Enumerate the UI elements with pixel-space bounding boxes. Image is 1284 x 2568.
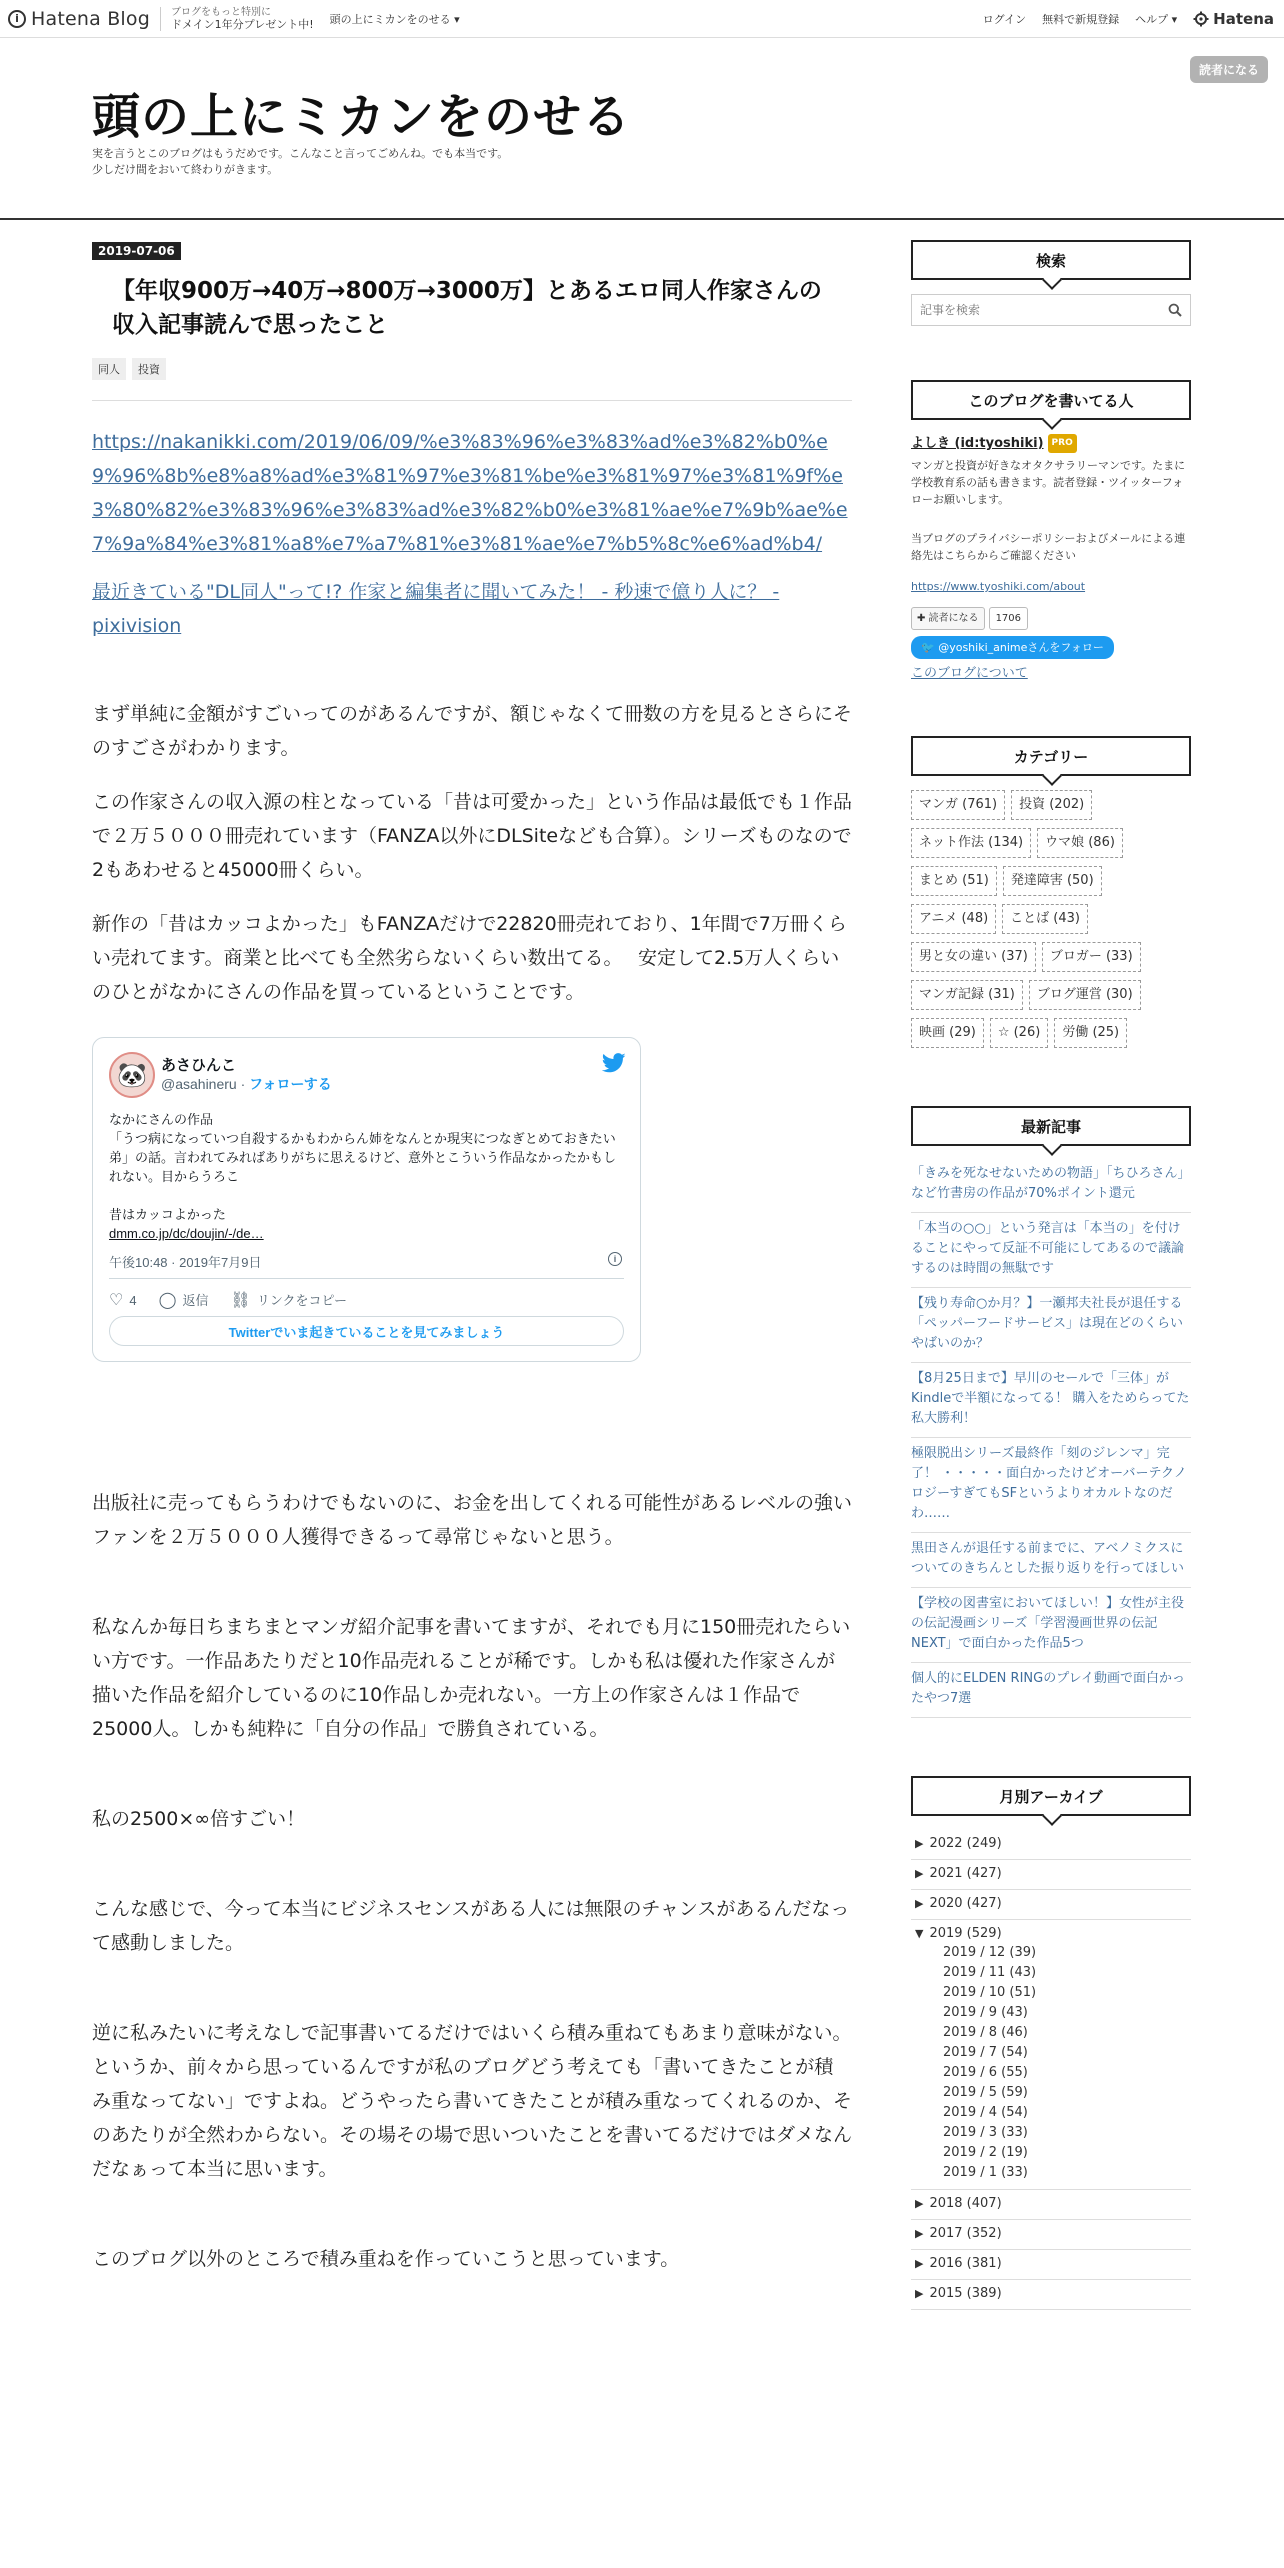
archive-year[interactable] xyxy=(911,2250,1191,2280)
recent-entry-link[interactable]: 極限脱出シリーズ最終作「刻のジレンマ」完了！ ・・・・・面白かったけどオーバーテクノロジーすぎてもSFというよりオカルトなのだわ…… xyxy=(911,1438,1191,1533)
bird-small-icon: 🐦 xyxy=(921,641,939,654)
hatena-label: Hatena xyxy=(1213,10,1274,28)
blog-description-line1: 実を言うとこのブログはもうだめです。こんなこと言ってごめんね。でも本当です。 xyxy=(92,147,509,160)
category-item[interactable]: ネット作法 (134) xyxy=(911,828,1031,858)
archive-months xyxy=(911,1943,1191,2190)
blog-description xyxy=(92,146,508,178)
archive-month-link[interactable]: 2019 / 10 (51) xyxy=(943,1985,1037,2000)
entry-date[interactable]: 2019-07-06 xyxy=(92,242,181,260)
twitter-bird-icon[interactable] xyxy=(602,1052,626,1074)
category-item[interactable]: ブロガー (33) xyxy=(1042,942,1141,972)
tweet-dot: · xyxy=(236,1076,250,1092)
privacy-policy-text: 当ブログのプライバシーポリシーおよびメールによる連絡先はこちらからご確認ください xyxy=(911,532,1186,562)
like-count: 4 xyxy=(129,1293,137,1308)
paragraph-1: まず単純に金額がすごいってのがあるんですが、額じゃなくて冊数の方を見るとさらにそのすごさがわかります。 xyxy=(92,703,853,759)
archive-month-link[interactable]: 2019 / 7 (54) xyxy=(943,2045,1028,2060)
blog-menu[interactable]: 頭の上にミカンをのせる ▾ xyxy=(329,12,460,26)
tweet-actions xyxy=(109,1290,347,1310)
archive-month-link[interactable]: 2019 / 9 (43) xyxy=(943,2005,1028,2020)
search-input[interactable] xyxy=(912,295,1190,325)
tweet-body xyxy=(109,1110,624,1243)
category-item[interactable]: マンガ (761) xyxy=(911,790,1005,820)
author-module xyxy=(911,380,1191,682)
reply-icon: ◯ xyxy=(158,1292,177,1309)
category-item[interactable]: マンガ記録 (31) xyxy=(911,980,1023,1010)
global-nav xyxy=(983,0,1274,38)
search-title: 検索 xyxy=(911,240,1191,280)
twitter-follow-label: @yoshiki_animeさんをフォロー xyxy=(938,641,1104,654)
archive-month-link[interactable]: 2019 / 3 (33) xyxy=(943,2125,1028,2140)
pro-badge: PRO xyxy=(1048,434,1077,453)
archive-year-label: 2017 (352) xyxy=(929,2226,1002,2241)
archive-year[interactable] xyxy=(911,2280,1191,2310)
expand-triangle-icon: ▶ xyxy=(915,2257,924,2270)
tweet-text: なかにさんの作品 「うつ病になっていつ自殺するかもわからん姉をなんとか現実につなぎとめておきたい弟」の話。言われてみればありがちに思えるけど、意外とこういう作品なかったかもしれない。目からうろこ 昔はカッコよかった xyxy=(109,1112,617,1222)
archive-month-link[interactable]: 2019 / 11 (43) xyxy=(943,1965,1037,1980)
global-header xyxy=(0,0,1284,38)
expand-triangle-icon: ▶ xyxy=(915,2227,924,2240)
expand-triangle-icon: ▶ xyxy=(915,1867,924,1880)
heart-icon: ♡ xyxy=(109,1292,124,1309)
archive-month-link[interactable]: 2019 / 1 (33) xyxy=(943,2165,1028,2180)
domain-promo[interactable] xyxy=(160,7,314,31)
copy-link-label: リンクをコピー xyxy=(256,1293,348,1308)
paragraph-4: 出版社に売ってもらうわけでもないのに、お金を出してくれる可能性があるレベルの強いファンを２万５０００人獲得できるって尋常じゃないと思う。 xyxy=(92,1492,853,1548)
archive-month-link[interactable]: 2019 / 12 (39) xyxy=(943,1945,1037,1960)
embedded-tweet[interactable] xyxy=(92,1037,641,1362)
twitter-follow-button[interactable] xyxy=(911,636,1114,659)
category-title: カテゴリー xyxy=(911,736,1191,776)
category-item[interactable]: 映画 (29) xyxy=(911,1018,984,1048)
reply-label: 返信 xyxy=(182,1293,209,1308)
twitter-cta-button[interactable]: Twitterでいま起きていることを見てみましょう xyxy=(109,1316,624,1346)
subscribe-row xyxy=(911,607,1191,630)
category-item[interactable]: 男と女の違い (37) xyxy=(911,942,1036,972)
tweet-handle-row xyxy=(161,1074,332,1094)
paragraph-8b: というか、前々から思っているんですが私のブログどう考えても「書いてきたことが積み重なってない」ですよね。どうやったら書いてきたことが積み重なってくれるのか、そのあたりが全然わからない。その場その場で思いついたことを書いてるだけではダメなんだなぁって本当に思います。 xyxy=(92,2056,853,2180)
recent-entry-link[interactable]: 【残り寿命○か月？】一瀬邦夫社長が退任する「ペッパーフードサービス」は現在どのくらいやばいのか？ xyxy=(911,1288,1191,1363)
category-item[interactable]: ☆ (26) xyxy=(990,1018,1048,1048)
archive-year-label: 2020 (427) xyxy=(929,1896,1002,1911)
author-bio: マンガと投資が好きなオタクサラリーマンです。たまに学校教育系の話も書きます。読者登録・ツイッターフォローお願いします。 xyxy=(911,459,1186,506)
subscriber-count[interactable]: 1706 xyxy=(989,607,1028,630)
logo-text: Hatena Blog xyxy=(31,7,150,30)
archive-year-label: 2021 (427) xyxy=(929,1866,1002,1881)
recent-entry-link[interactable]: 黒田さんが退任する前までに、アベノミクスについてのきちんとした振り返りを行ってほしい xyxy=(911,1533,1191,1588)
paragraph-5: 私なんか毎日ちまちまとマンガ紹介記事を書いてますが、それでも月に150冊売れたらいい方です。一作品あたりだと10作品売れることが稀です。しかも私は優れた作家さんが描いた作品を紹介しているのに10作品しか売れない。一方上の作家さんは１作品で25000人。しかも純粋に「自分の作品」で勝負されている。 xyxy=(92,1616,851,1740)
tag-investment[interactable]: 投資 xyxy=(132,358,166,380)
archive-month-link[interactable]: 2019 / 6 (55) xyxy=(943,2065,1028,2080)
promo-line1: ブログをもっと特別に xyxy=(171,6,271,18)
paragraph-9: このブログ以外のところで積み重ねを作っていこうと思っています。 xyxy=(92,2248,680,2270)
category-item[interactable]: ウマ娘 (86) xyxy=(1037,828,1123,858)
archive-year-label: 2018 (407) xyxy=(929,2196,1002,2211)
info-icon[interactable]: i xyxy=(608,1252,622,1266)
search-icon[interactable] xyxy=(1168,303,1182,317)
promo-line2: ドメイン1年分プレゼント中! xyxy=(171,17,314,31)
paragraph-8a: 逆に私みたいに考えなしで記事書いてるだけではいくら積み重ねてもあまり意味がない。 xyxy=(92,2022,852,2044)
subscribe-button[interactable]: 読者になる xyxy=(1190,56,1268,83)
blog-description-line2: 少しだけ間をおいて終わりがきます。 xyxy=(92,163,279,176)
paragraph-3: 新作の「昔はカッコよかった」もFANZAだけで22820冊売れており、1年間で7万冊くらい売れてます。商業と比べても全然劣らないくらい数出てる。 安定して2.5万人くらいのひとがなかにさんの作品を買っているということです。 xyxy=(92,913,847,1003)
archive-year[interactable] xyxy=(911,1860,1191,1890)
expand-triangle-icon: ▶ xyxy=(915,2287,924,2300)
archive-month-link[interactable]: 2019 / 5 (59) xyxy=(943,2085,1028,2100)
category-item[interactable]: ことば (43) xyxy=(1002,904,1088,934)
archive-module xyxy=(911,1776,1191,2310)
collapse-triangle-icon: ▼ xyxy=(915,1927,924,1940)
paragraph-7: こんな感じで、今って本当にビジネスセンスがある人には無限のチャンスがあるんだなって感動しました。 xyxy=(92,1898,850,1954)
about-blog-link[interactable]: このブログについて xyxy=(911,666,1028,681)
recent-entry-link[interactable]: 【学校の図書室においてほしい！】女性が主役の伝記漫画シリーズ「学習漫画世界の伝記NEXT」で面白かった作品5つ xyxy=(911,1588,1191,1663)
tag-doujin[interactable]: 同人 xyxy=(92,358,126,380)
pixivision-link[interactable]: 最近きている"DL同人"って!? 作家と編集者に聞いてみた！ - 秒速で億り人に？ - pixivision xyxy=(92,581,780,637)
search-module xyxy=(911,240,1191,326)
archive-year[interactable] xyxy=(911,1890,1191,1920)
category-module xyxy=(911,736,1191,1048)
archive-year-open[interactable] xyxy=(911,1920,1191,1943)
blog-title[interactable]: 頭の上にミカンをのせる xyxy=(92,89,632,145)
like-action[interactable] xyxy=(109,1290,137,1310)
recent-entry-link[interactable]: 個人的にELDEN RINGのプレイ動画で面白かったやつ7選 xyxy=(911,1663,1191,1718)
tweet-link[interactable]: dmm.co.jp/dc/doujin/-/de… xyxy=(109,1226,264,1241)
reply-action[interactable] xyxy=(159,1290,209,1310)
archive-year-label: 2015 (389) xyxy=(929,2286,1002,2301)
recent-module xyxy=(911,1106,1191,1718)
category-item[interactable]: 発達障害 (50) xyxy=(1003,866,1102,896)
tweet-timestamp[interactable]: 午後10:48 · 2019年7月9日 xyxy=(109,1255,262,1270)
help-menu[interactable]: ヘルプ ▾ xyxy=(1135,13,1178,26)
recent-entry-link[interactable]: 「きみを死なせないための物語」「ちひろさん」など竹書房の作品が70%ポイント還元 xyxy=(911,1158,1191,1213)
tweet-divider xyxy=(109,1278,624,1279)
hatena-blog-logo[interactable] xyxy=(8,8,150,30)
archive-year[interactable] xyxy=(911,1830,1191,1860)
archive-title: 月別アーカイブ xyxy=(911,1776,1191,1816)
hatena-menu[interactable] xyxy=(1193,10,1274,28)
archive-year-label: 2022 (249) xyxy=(929,1836,1002,1851)
recent-entry-link[interactable]: 【8月25日まで】早川のセールで「三体」がKindleで半額になってる！ 購入をためらってた私大勝利！ xyxy=(911,1363,1191,1438)
article xyxy=(92,240,852,2276)
recent-title: 最新記事 xyxy=(911,1106,1191,1146)
category-item[interactable]: まとめ (51) xyxy=(911,866,997,896)
archive-year[interactable] xyxy=(911,2190,1191,2220)
paragraph-6: 私の2500×∞倍すごい！ xyxy=(92,1808,306,1830)
search-box xyxy=(911,294,1191,326)
category-item[interactable]: 投資 (202) xyxy=(1011,790,1092,820)
author-title: このブログを書いてる人 xyxy=(911,380,1191,420)
author-info xyxy=(911,434,1191,682)
copy-link-action[interactable] xyxy=(231,1290,348,1310)
sidebar xyxy=(911,240,1191,2310)
category-item[interactable]: アニメ (48) xyxy=(911,904,996,934)
signup-link[interactable]: 無料で新規登録 xyxy=(1042,13,1120,26)
tweet-handle[interactable]: @asahineru xyxy=(161,1076,237,1092)
login-link[interactable]: ログイン xyxy=(982,13,1027,26)
hatena-gear-icon xyxy=(1193,11,1209,27)
tweet-author-name[interactable]: あさひんこ xyxy=(161,1057,237,1074)
tweet-follow-link[interactable]: フォローする xyxy=(249,1076,332,1092)
archive-month-link[interactable]: 2019 / 4 (54) xyxy=(943,2105,1028,2120)
divider xyxy=(92,400,852,401)
source-article-link[interactable]: https://nakanikki.com/2019/06/09/%e3%83%96%e3%83%ad%e3%82%b0%e9%96%8b%e8%a8%ad%e3%81%97%e3%81%be%e3%81%97%e3%81%9f%e3%80%82%e3%83%96%e3%83%ad%e3%82%b0%e3%81%ae%e7%9b%ae%e7%9a%84%e3%81%a8%e7%a7%81%e3%81%ae%e7%b5%8c%e6%ad%b4/ xyxy=(92,431,848,555)
entry-title[interactable]: 【年収900万→40万→800万→3000万】とあるエロ同人作家さんの収入記事読んで思ったこと xyxy=(112,278,822,338)
category-item[interactable]: 労働 (25) xyxy=(1054,1018,1127,1048)
entry-tags xyxy=(92,358,852,380)
archive-list xyxy=(911,1830,1191,2310)
hatena-logo-icon: i xyxy=(8,10,26,28)
archive-year-label: 2016 (381) xyxy=(929,2256,1002,2271)
category-item[interactable]: ブログ運営 (30) xyxy=(1029,980,1141,1010)
tweet-avatar[interactable]: 🐼 xyxy=(109,1052,155,1098)
sidebar-subscribe-button[interactable]: ✚ 読者になる xyxy=(911,607,985,630)
archive-month-link[interactable]: 2019 / 8 (46) xyxy=(943,2025,1028,2040)
recent-entry-link[interactable]: 「本当の○○」という発言は「本当の」を付けることにやって反証不可能にしてあるので議論するのは時間の無駄です xyxy=(911,1213,1191,1288)
archive-month-link[interactable]: 2019 / 2 (19) xyxy=(943,2145,1028,2160)
link-icon: ⛓ xyxy=(230,1292,251,1309)
recent-list xyxy=(911,1158,1191,1718)
paragraph-2: この作家さんの収入源の柱となっている「昔は可愛かった」という作品は最低でも１作品で２万５０００冊売れています（FANZA以外にDLSiteなども合算）。シリーズものなので2もあわせると45000冊くらい。 xyxy=(92,791,853,881)
archive-year-label: 2019 (529) xyxy=(929,1926,1002,1941)
category-list xyxy=(911,790,1191,1048)
expand-triangle-icon: ▶ xyxy=(915,2197,924,2210)
blog-header xyxy=(0,38,1284,220)
author-name[interactable]: よしき (id:tyoshiki) xyxy=(911,436,1044,451)
about-url-link[interactable]: https://www.tyoshiki.com/about xyxy=(911,580,1086,593)
expand-triangle-icon: ▶ xyxy=(915,1837,924,1850)
expand-triangle-icon: ▶ xyxy=(915,1897,924,1910)
archive-year[interactable] xyxy=(911,2220,1191,2250)
